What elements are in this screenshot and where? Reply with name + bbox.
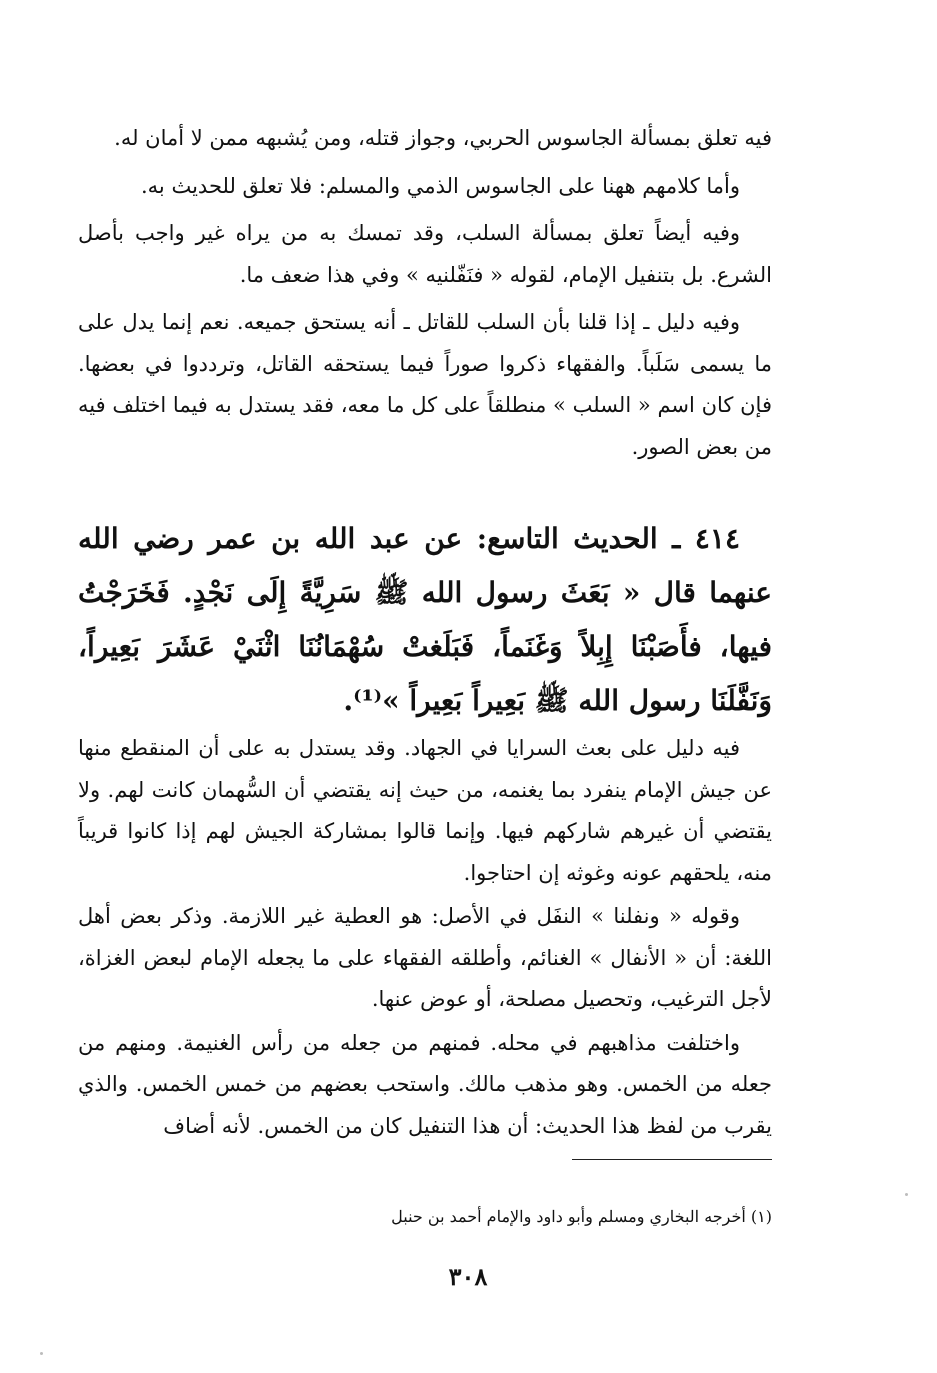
paragraph-nafl-source: واختلفت مذاهبهم في محله. فمنهم من جعله من رأس الغنيمة. ومنهم من جعله من الخمس. وهو مذهب مالك. واستحب بعضهم من خمس الخمس. والذي يقرب من لفظ هذا الحديث: أن هذا التنفيل كان من الخمس. لأنه أضاف [78,1030,772,1138]
paragraph-nafl-definition: وقوله « ونفلنا » النفَل في الأصل: هو العطية غير اللازمة. وذكر بعض أهل اللغة: أن « الأنفال » الغنائم، وأطلقه الفقهاء على ما يجعله الإمام لبعض الغزاة، لأجل الترغيب، وتحصيل مصلحة، أو عوض عنها. [78,904,772,1011]
paragraph-dhimmi-spy: وأما كلامهم ههنا على الجاسوس الذمي والمسلم: فلا تعلق للحديث به. [141,173,740,198]
scan-speck [40,1352,43,1355]
footnote-divider [572,1159,772,1160]
footnote-1: (١) أخرجه البخاري ومسلم وأبو داود والإمام أحمد بن حنبل [391,1207,772,1226]
paragraph-sending-squadrons: فيه دليل على بعث السرايا في الجهاد. وقد يستدل به على أن المنقطع منها عن جيش الإمام ينفرد بما يغنمه، من حيث إنه يقتضي أن السُّهمان كانت لهم. ولا يقتضي أن غيرهم شاركهم فيها. وإنما قالوا بمشاركة الجيش لهم إذا كانوا قريباً منه، يلحقهم عونه وغوثه إن احتاجوا. [78,736,772,885]
commentary-section-1 [78,118,772,474]
paragraph-salab-issue: وفيه أيضاً تعلق بمسألة السلب، وقد تمسك به من يراه غير واجب بأصل الشرع. بل بتنفيل الإمام، لقوله « فنَفّلنيه » وفي هذا ضعف ما. [78,221,772,287]
paragraph-killer-entitlement: وفيه دليل ـ إذا قلنا بأن السلب للقاتل ـ أنه يستحق جميعه. نعم إنما يدل على ما يسمى سَلَباً. والفقهاء ذكروا صوراً فيما يستحقه القاتل، وترددوا في بعضها. فإن كان اسم « السلب » منطلقاً على كل ما معه، فقد يستدل به فيما اختلف فيه من بعض الصور. [78,310,772,459]
hadith-text: ٤١٤ ـ الحديث التاسع: عن عبد الله بن عمر رضي الله عنهما قال « بَعَثَ رسول الله ﷺ سَرِيَّةً إِلَى نَجْدٍ. فَخَرَجْتُ فيها، فأَصَبْنَا إِبِلاً وَغَنَماً، فَبَلَغتْ سُهْمَانُنَا اثْنَيْ عَشَرَ بَعِيراً، وَنَفَّلَنَا رسول الله ﷺ بَعِيراً بَعِيراً »⁽¹⁾. [78,522,772,717]
paragraph-spy-issue: فيه تعلق بمسألة الجاسوس الحربي، وجواز قتله، ومن يُشبهه ممن لا أمان له. [114,126,772,150]
commentary-section-2 [78,728,772,1149]
page-number: ٣٠٨ [448,1262,488,1291]
scan-speck [905,1193,908,1196]
hadith-414 [78,512,772,728]
